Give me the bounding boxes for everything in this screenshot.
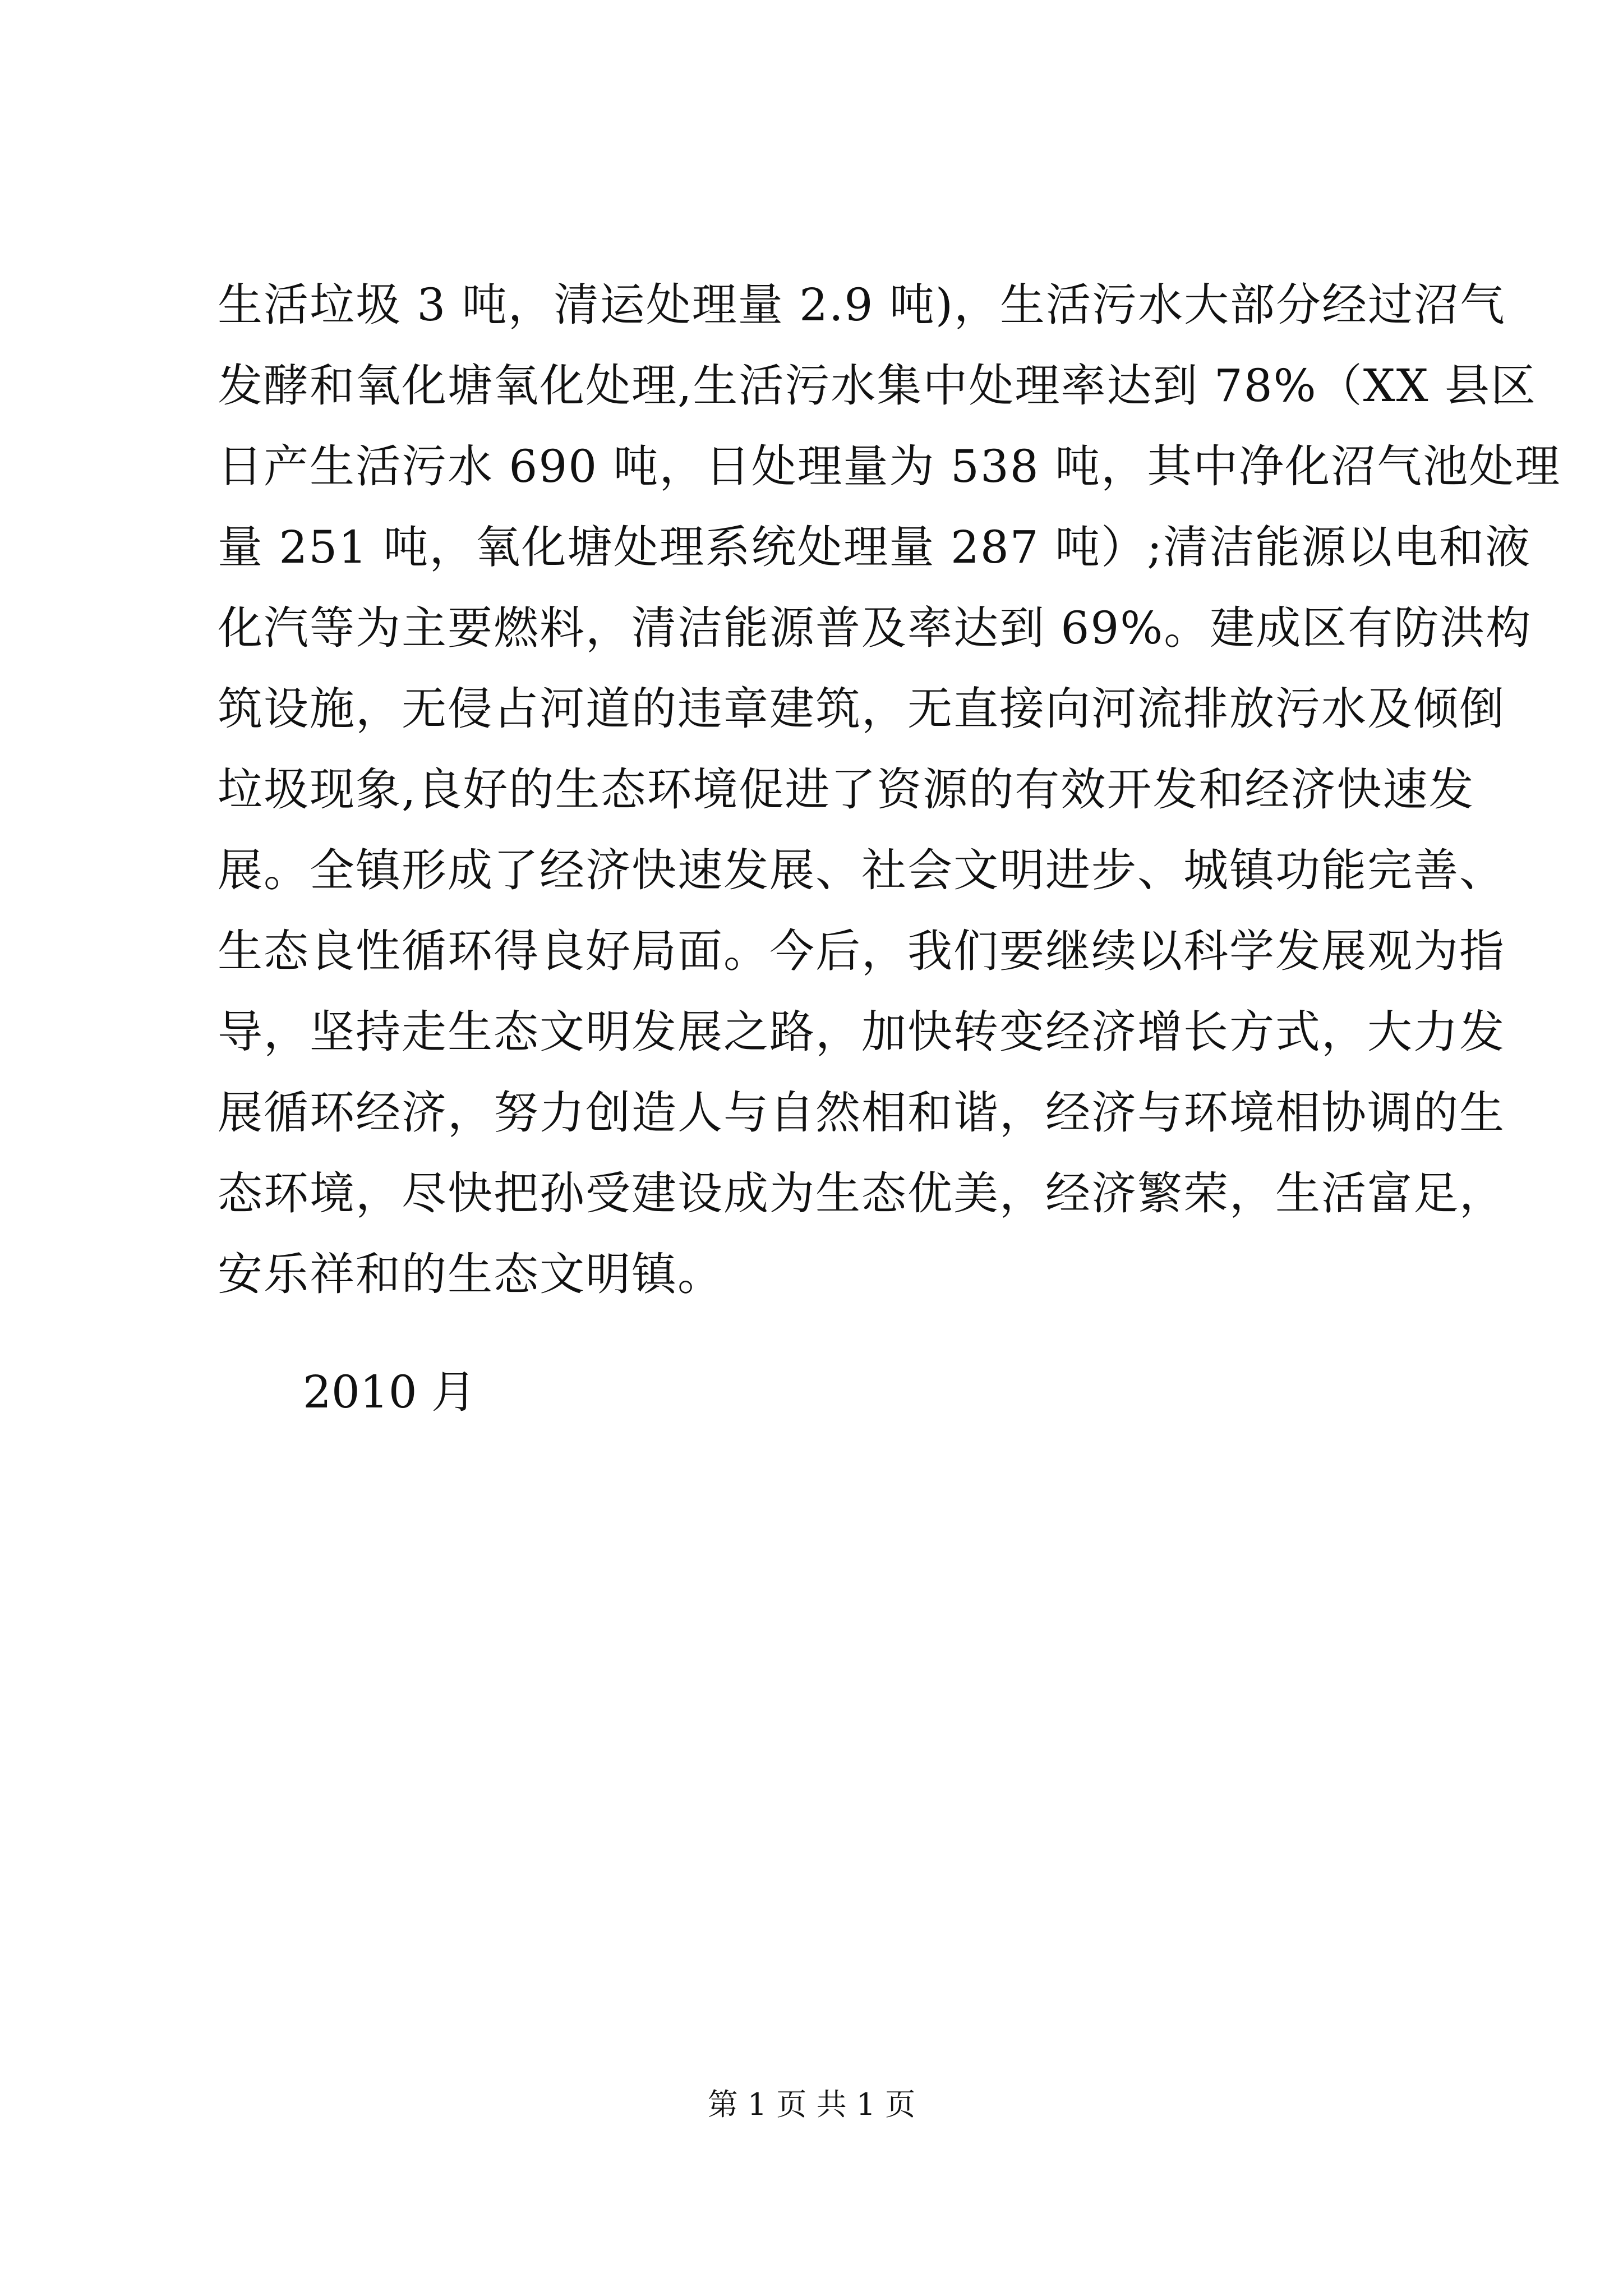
paragraph-line: 安乐祥和的生态文明镇。 (218, 1248, 723, 1300)
paragraph-line: 垃圾现象,良好的生态环境促进了资源的有效开发和经济快速发 (218, 763, 1475, 816)
paragraph-line: 态环境，尽快把孙受建设成为生态优美，经济繁荣，生活富足， (218, 1167, 1505, 1220)
paragraph-line: 展循环经济，努力创造人与自然相和谐，经济与环境相协调的生 (218, 1087, 1505, 1139)
paragraph-line: 生态良性循环得良好局面。今后，我们要继续以科学发展观为指 (218, 925, 1505, 977)
paragraph-line: 展。全镇形成了经济快速发展、社会文明进步、城镇功能完善、 (218, 844, 1505, 896)
paragraph-line: 量 251 吨，氧化塘处理系统处理量 287 吨）;清洁能源以电和液 (218, 521, 1532, 573)
paragraph-line: 导，坚持走生态文明发展之路，加快转变经济增长方式，大力发 (218, 1006, 1505, 1058)
body-paragraph (218, 265, 1561, 1315)
page-footer: 第 1 页 共 1 页 (707, 2087, 916, 2122)
paragraph-line: 日产生活污水 690 吨，日处理量为 538 吨，其中净化沼气池处理 (218, 440, 1561, 493)
paragraph-line: 筑设施，无侵占河道的违章建筑，无直接向河流排放污水及倾倒 (218, 683, 1505, 735)
paragraph-line: 生活垃圾 3 吨，清运处理量 2.9 吨)，生活污水大部分经过沼气 (218, 279, 1506, 331)
paragraph-line: 发酵和氧化塘氧化处理,生活污水集中处理率达到 78%（XX 县区 (218, 360, 1537, 412)
paragraph-line: 化汽等为主要燃料，清洁能源普及率达到 69%。建成区有防洪构 (218, 602, 1532, 654)
date-text: 2010 月 (303, 1366, 477, 1418)
